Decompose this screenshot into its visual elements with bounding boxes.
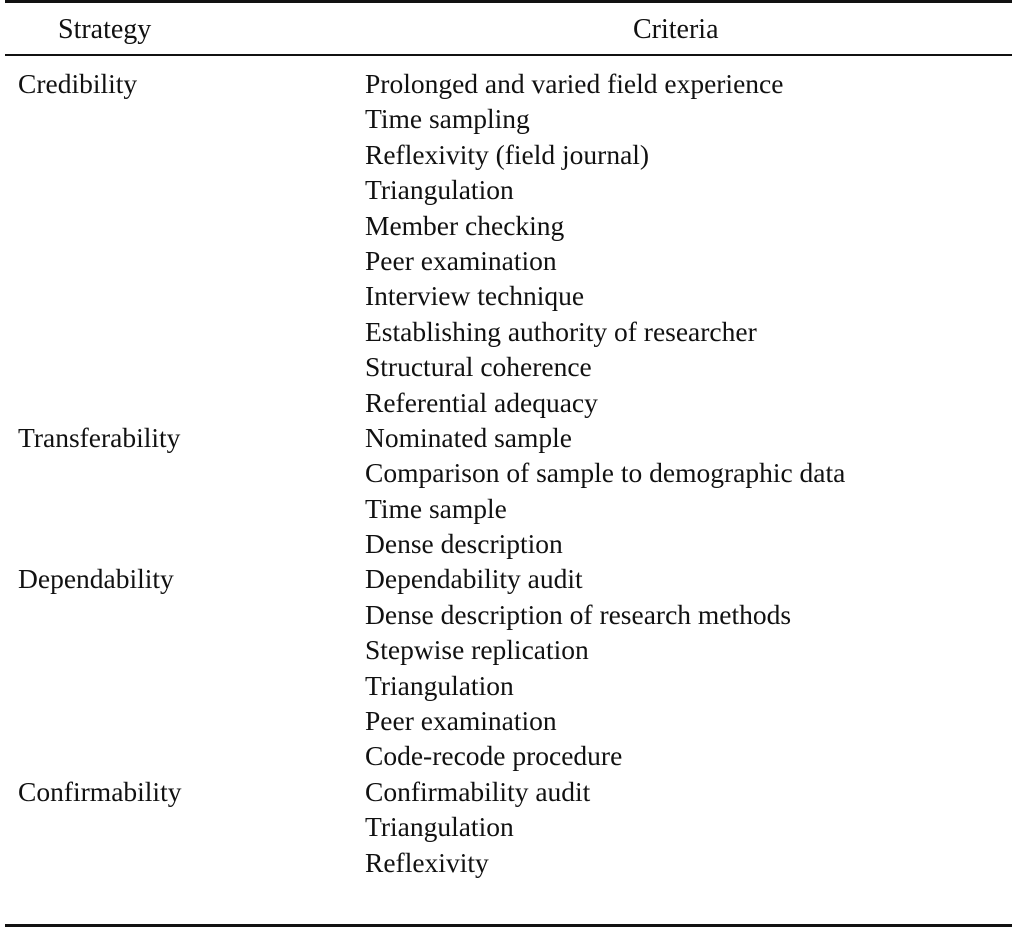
table-row <box>0 420 1012 455</box>
criterion-cell: Dense description of research methods <box>365 598 792 630</box>
criterion-cell: Time sampling <box>365 103 530 135</box>
table-row <box>0 455 1012 490</box>
strategy-cell: Transferability <box>18 421 181 453</box>
criterion-cell: Member checking <box>365 209 565 241</box>
criterion-cell: Triangulation <box>365 669 514 701</box>
table-row <box>0 703 1012 738</box>
table-row <box>0 66 1012 101</box>
criterion-cell: Triangulation <box>365 174 514 206</box>
criterion-cell: Reflexivity <box>365 846 489 878</box>
table-row <box>0 668 1012 703</box>
table-row <box>0 632 1012 667</box>
criterion-cell: Reflexivity (field journal) <box>365 138 650 170</box>
table-row <box>0 349 1012 384</box>
table-row <box>0 526 1012 561</box>
criterion-cell: Peer examination <box>365 244 557 276</box>
table-row <box>0 137 1012 172</box>
table-row <box>0 385 1012 420</box>
table-row <box>0 172 1012 207</box>
criterion-cell: Interview technique <box>365 280 585 312</box>
table-row <box>0 597 1012 632</box>
table-row <box>0 208 1012 243</box>
table-row <box>0 101 1012 136</box>
criterion-cell: Time sample <box>365 492 507 524</box>
criterion-cell: Confirmability audit <box>365 775 591 807</box>
table-top-rule <box>5 0 1012 3</box>
criterion-cell: Dependability audit <box>365 563 583 595</box>
strategy-cell: Credibility <box>18 68 138 99</box>
table-row <box>0 243 1012 278</box>
table-row <box>0 774 1012 809</box>
table-row <box>0 845 1012 880</box>
criterion-cell: Prolonged and varied field experience <box>365 68 784 99</box>
table-body <box>0 66 1012 880</box>
criterion-cell: Stepwise replication <box>365 634 589 666</box>
table-row <box>0 561 1012 596</box>
header-rule <box>5 54 1012 56</box>
criterion-cell: Dense description <box>365 528 563 560</box>
criterion-cell: Comparison of sample to demographic data <box>365 457 846 489</box>
criterion-cell: Structural coherence <box>365 351 592 383</box>
criterion-cell: Establishing authority of researcher <box>365 315 757 347</box>
table-row <box>0 738 1012 773</box>
criterion-cell: Triangulation <box>365 811 514 843</box>
table-row <box>0 809 1012 844</box>
table-bottom-rule <box>5 924 1012 927</box>
table-row <box>0 491 1012 526</box>
header-strategy: Strategy <box>58 14 152 45</box>
criterion-cell: Code-recode procedure <box>365 740 623 772</box>
strategy-cell: Dependability <box>18 563 174 595</box>
table-row <box>0 314 1012 349</box>
strategy-cell: Confirmability <box>18 775 182 807</box>
criterion-cell: Peer examination <box>365 705 557 737</box>
header-criteria: Criteria <box>633 14 719 45</box>
criterion-cell: Referential adequacy <box>365 386 598 418</box>
criterion-cell: Nominated sample <box>365 421 572 453</box>
table-row <box>0 278 1012 313</box>
